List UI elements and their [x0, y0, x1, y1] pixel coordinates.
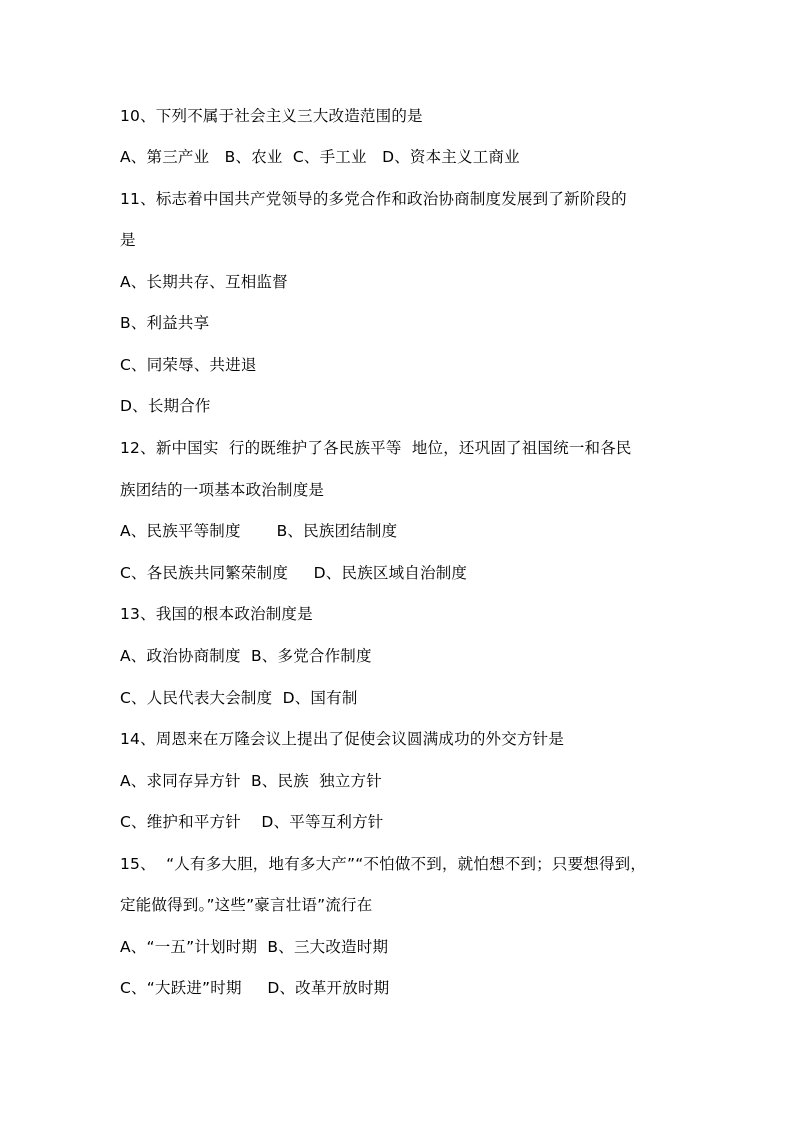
question-14-options-ab: A、求同存异方针 B、民族 独立方针: [120, 772, 382, 790]
question-12-text-continued: 族团结的一项基本政治制度是: [120, 481, 325, 499]
question-11-text: 11、标志着中国共产党领导的多党合作和政治协商制度发展到了新阶段的: [120, 190, 627, 208]
question-11-option-c: C、同荣辱、共进退: [120, 356, 257, 374]
question-15-text-continued: 定能做得到。”这些”豪言壮语”流行在: [120, 896, 373, 914]
question-11-option-b: B、利益共享: [120, 314, 210, 332]
question-14-options-cd: C、维护和平方针 D、平等互利方针: [120, 813, 384, 831]
question-12-options-cd: C、各民族共同繁荣制度 D、民族区域自治制度: [120, 564, 468, 582]
question-11-option-d: D、长期合作: [120, 397, 211, 415]
question-15-options-cd: C、“大跃进”时期 D、改革开放时期: [120, 979, 390, 997]
question-15-options-ab: A、“一五”计划时期 B、三大改造时期: [120, 938, 389, 956]
question-11-text-continued: 是: [120, 231, 136, 249]
question-14-text: 14、周恩来在万隆会议上提出了促使会议圆满成功的外交方针是: [120, 730, 565, 748]
question-10-text: 10、下列不属于社会主义三大改造范围的是: [120, 107, 423, 125]
question-12-text: 12、新中国实 行的既维护了各民族平等 地位，还巩固了祖国统一和各民: [120, 439, 632, 457]
question-11-option-a: A、长期共存、互相监督: [120, 273, 288, 291]
question-12-options-ab: A、民族平等制度 B、民族团结制度: [120, 522, 398, 540]
question-13-options-cd: C、人民代表大会制度 D、国有制: [120, 689, 358, 707]
question-15-text: 15、 “人有多大胆，地有多大产”“不怕做不到，就怕想不到；只要想得到，: [120, 855, 647, 873]
question-10-options: A、第三产业 B、农业 C、手工业 D、资本主义工商业: [120, 148, 520, 166]
question-13-options-ab: A、政治协商制度 B、多党合作制度: [120, 647, 372, 665]
question-13-text: 13、我国的根本政治制度是: [120, 605, 313, 623]
